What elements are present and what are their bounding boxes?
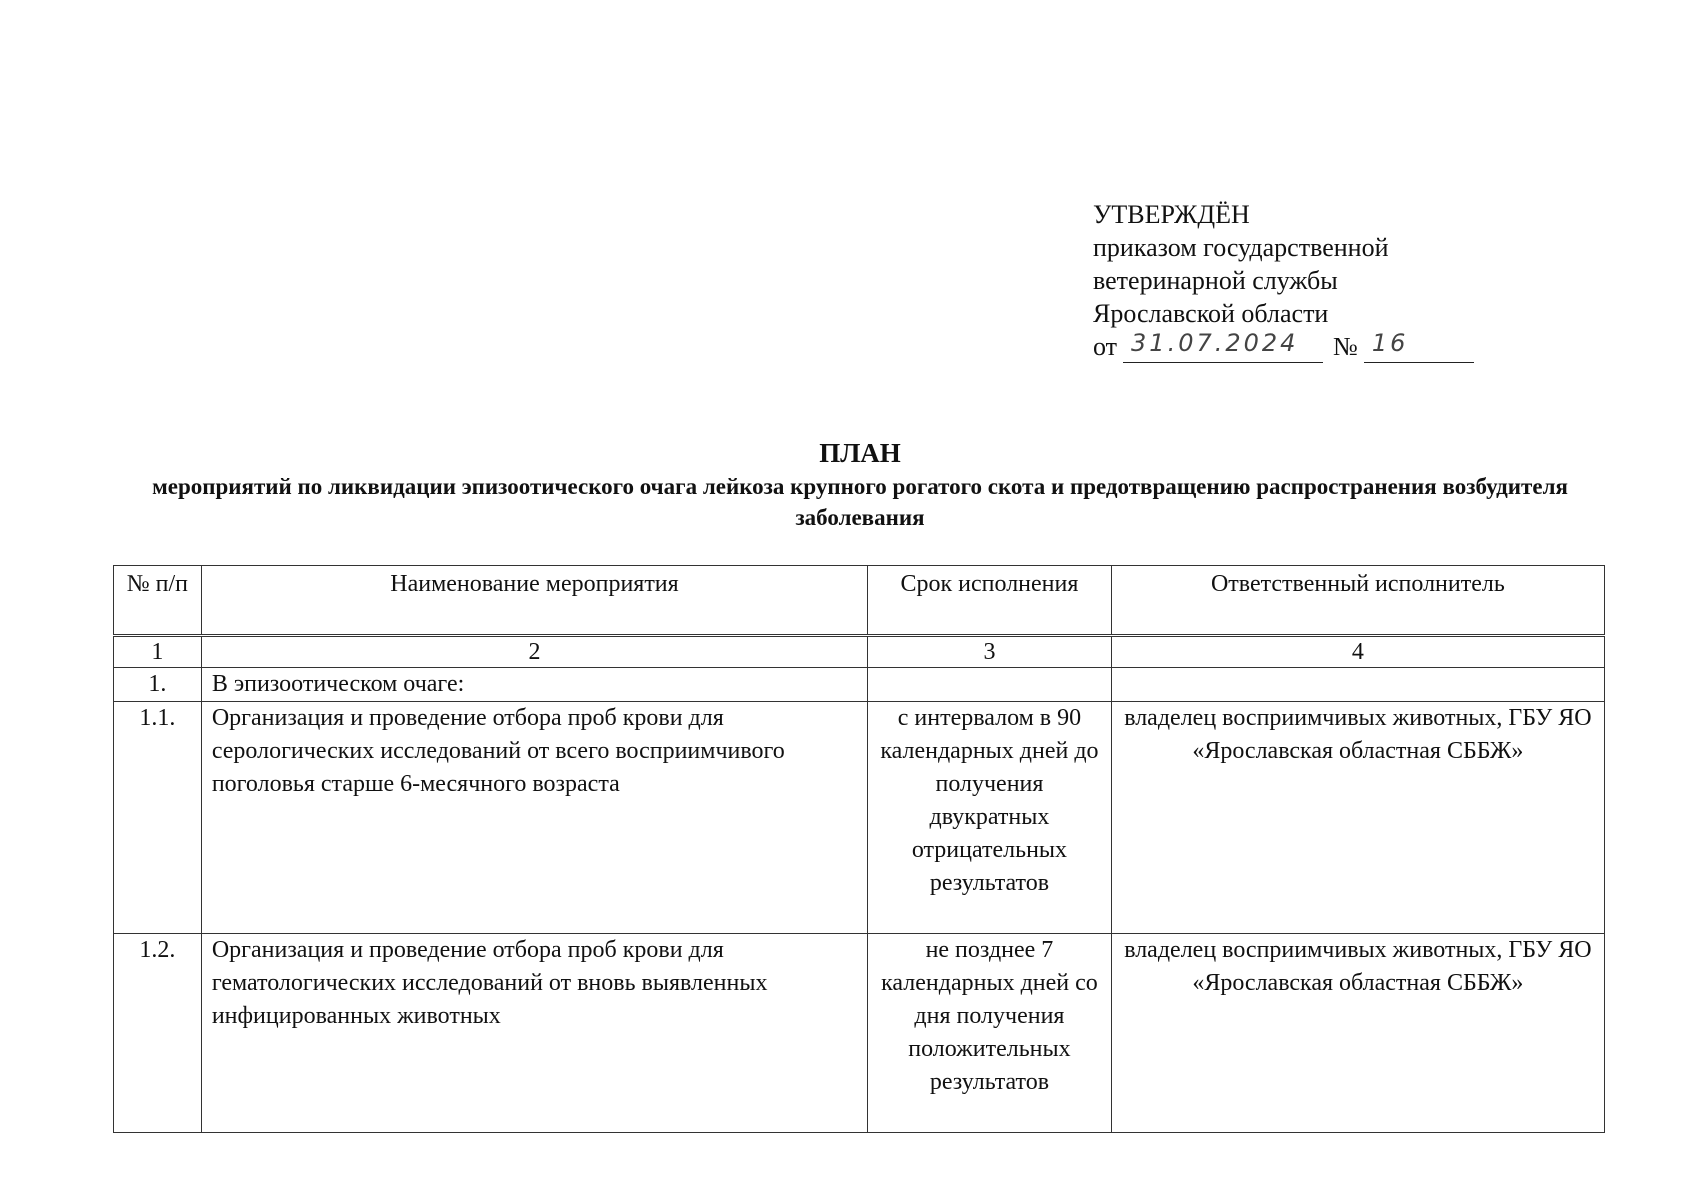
table-row (114, 668, 1605, 702)
approval-number-field (1364, 329, 1474, 363)
row-term: не позднее 7 календарных дней со дня получения положительных результатов (868, 934, 1112, 1133)
column-number-4: 4 (1111, 636, 1604, 668)
page-title: ПЛАН (819, 438, 901, 468)
approval-number-sign: № (1333, 332, 1358, 361)
row-name: В эпизоотическом очаге: (201, 668, 867, 702)
approval-region-line: Ярославской области (1093, 299, 1329, 328)
plan-table (113, 565, 1605, 1133)
row-term (868, 668, 1112, 702)
row-term: с интервалом в 90 календарных дней до получения двукратных отрицательных результатов (868, 702, 1112, 934)
approval-order-line: приказом государственной (1093, 233, 1389, 262)
table-row (114, 702, 1605, 934)
page-subtitle: мероприятий по ликвидации эпизоотического очага лейкоза крупного рогатого скота и предотвращению распространения возбудителя заболевания (152, 474, 1568, 530)
header-name: Наименование мероприятия (201, 566, 867, 636)
header-resp: Ответственный исполнитель (1111, 566, 1604, 636)
table-row (114, 934, 1605, 1133)
table-header-row (114, 566, 1605, 636)
row-name: Организация и проведение отбора проб крови для гематологических исследований от вновь выявленных инфицированных животных (201, 934, 867, 1133)
row-num: 1.2. (114, 934, 202, 1133)
row-name: Организация и проведение отбора проб крови для серологических исследований от всего восприимчивого поголовья старше 6-месячного возраста (201, 702, 867, 934)
approval-date-handwritten: 31.07.2024 (1131, 329, 1299, 357)
approval-date-number-line (1093, 330, 1513, 363)
approval-number-handwritten: 16 (1371, 329, 1409, 357)
header-term: Срок исполнения (868, 566, 1112, 636)
column-numbers-row (114, 636, 1605, 668)
approval-block (1093, 198, 1513, 363)
row-num: 1.1. (114, 702, 202, 934)
row-resp (1111, 668, 1604, 702)
approval-from-label: от (1093, 332, 1118, 361)
approval-date-field (1123, 329, 1323, 363)
title-block (110, 437, 1610, 533)
row-resp: владелец восприимчивых животных, ГБУ ЯО «Ярославская областная СББЖ» (1111, 934, 1604, 1133)
column-number-3: 3 (868, 636, 1112, 668)
approval-service-line: ветеринарной службы (1093, 266, 1338, 295)
column-number-2: 2 (201, 636, 867, 668)
column-number-1: 1 (114, 636, 202, 668)
row-resp: владелец восприимчивых животных, ГБУ ЯО «Ярославская областная СББЖ» (1111, 702, 1604, 934)
header-num: № п/п (114, 566, 202, 636)
approval-heading: УТВЕРЖДЁН (1093, 200, 1250, 229)
row-num: 1. (114, 668, 202, 702)
